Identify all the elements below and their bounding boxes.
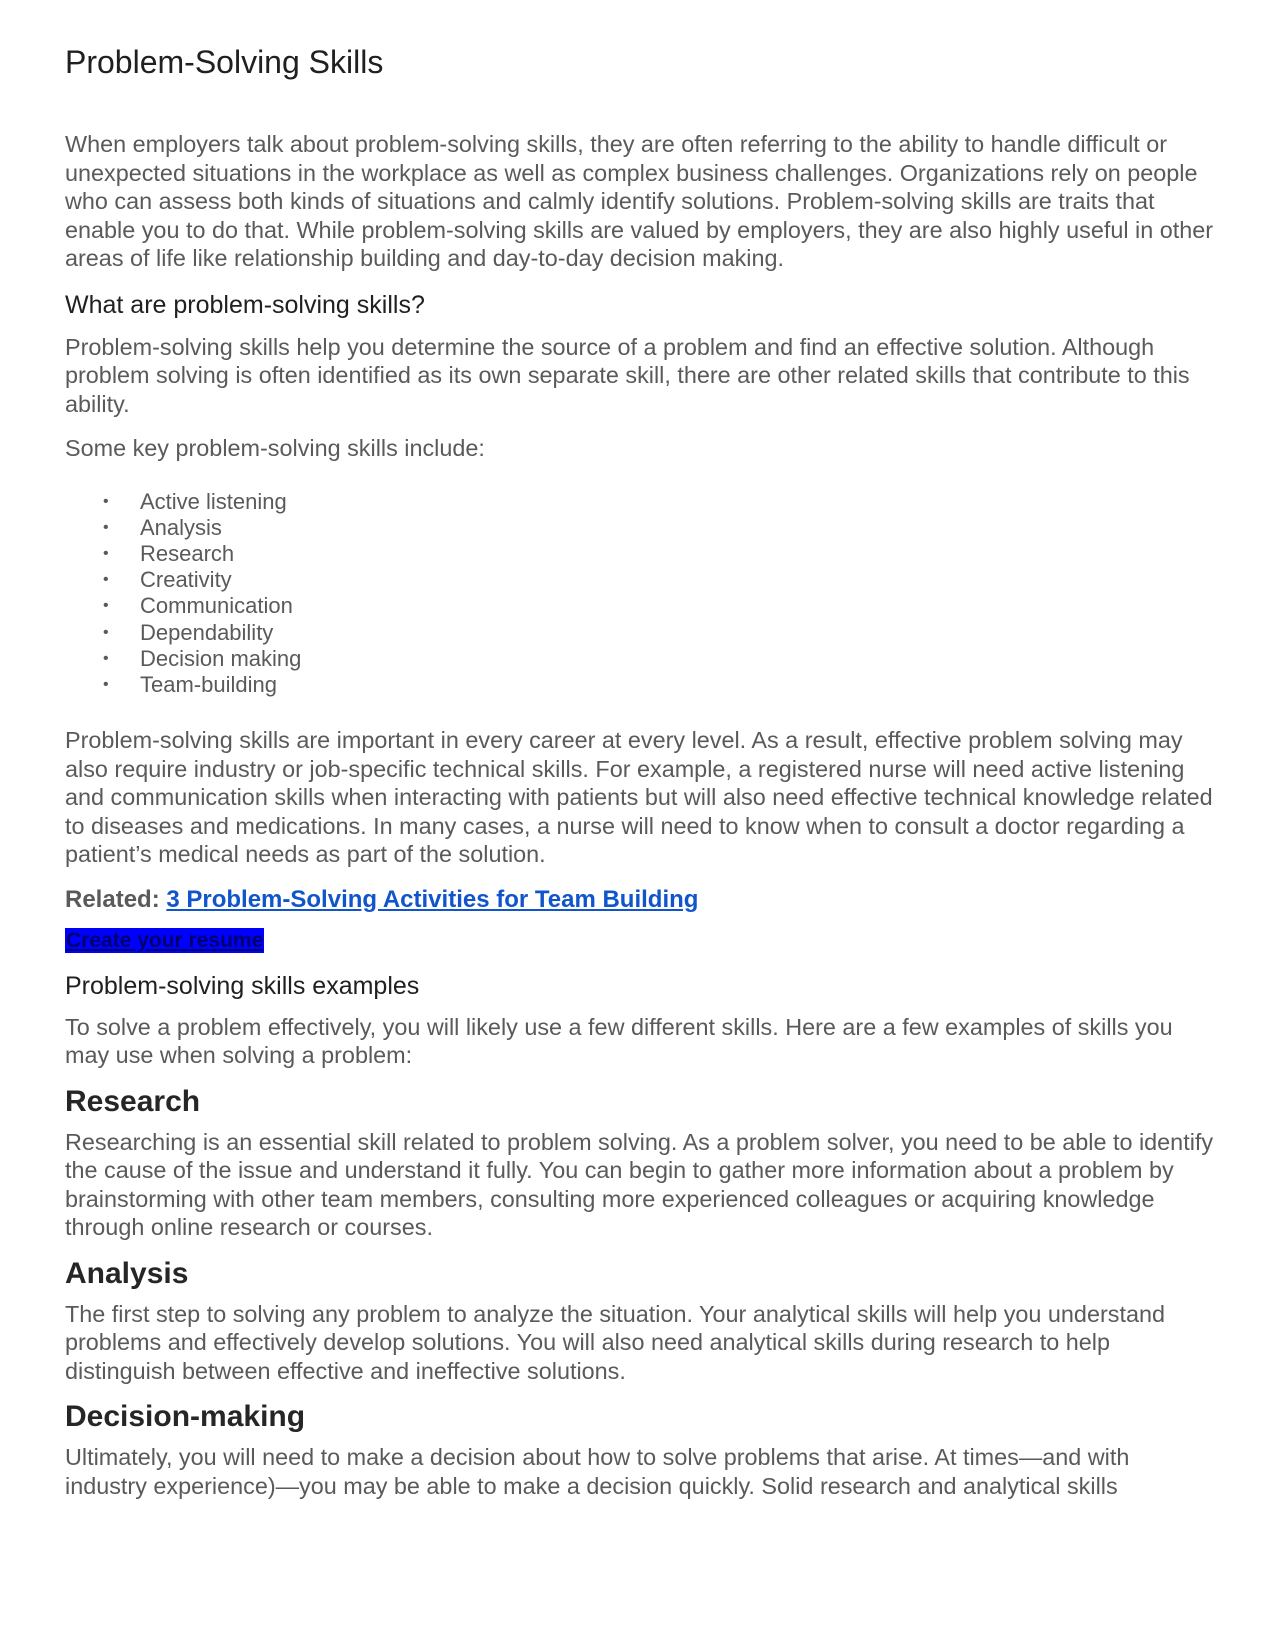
related-label: Related: — [65, 885, 160, 913]
cta-row — [65, 928, 1215, 953]
list-item-label: Dependability — [140, 619, 274, 645]
list-item-label: Team-building — [140, 671, 277, 697]
list-item — [65, 489, 1215, 515]
section-heading-analysis: Analysis — [65, 1256, 189, 1290]
page-title: Problem-Solving Skills — [65, 44, 384, 80]
list-item — [65, 672, 1215, 698]
list-item-label: Active listening — [140, 488, 287, 514]
list-item — [65, 620, 1215, 646]
what-are-heading: What are problem-solving skills? — [65, 290, 425, 319]
bullet-icon: • — [103, 597, 109, 615]
list-item-label: Analysis — [140, 514, 222, 540]
intro-paragraph: When employers talk about problem-solving skills, they are often referring to the ability to handle difficult or unexpected situations in the workplace as well as complex business challenges. Organizations rely on people who can assess both kinds of situations and calmly identify solutions. Problem-solving skills are traits that enable you to do that. While problem-solving skills are valued by employers, they are also highly useful in other areas of life like relationship building and day-to-day decision making. — [65, 131, 1214, 271]
list-item — [65, 515, 1215, 541]
section-text-analysis: The first step to solving any problem to analyze the situation. Your analytical skills will help you understand problems and effectively develop solutions. You will also need analytical skills during research to help distinguish between effective and ineffective solutions. — [65, 1300, 1165, 1384]
list-item — [65, 541, 1215, 567]
list-item — [65, 646, 1215, 672]
create-resume-button[interactable]: Create your resume — [66, 928, 264, 952]
what-are-paragraph: Problem-solving skills help you determine the source of a problem and find an effective solution. Although problem solving is often identified as its own separate skill, there are other related skills that contribute to this ability. — [65, 333, 1190, 417]
examples-heading: Problem-solving skills examples — [65, 971, 420, 1000]
bullet-icon: • — [103, 623, 109, 641]
bullet-icon: • — [103, 649, 109, 667]
related-article-link[interactable]: 3 Problem-Solving Activities for Team Building — [166, 885, 699, 913]
bullet-icon: • — [103, 544, 109, 562]
bullet-icon: • — [103, 675, 109, 693]
list-item-label: Communication — [140, 593, 293, 619]
key-skills-intro: Some key problem-solving skills include: — [65, 435, 485, 461]
section-heading-decision-making: Decision-making — [65, 1400, 306, 1434]
examples-paragraph: To solve a problem effectively, you will likely use a few different skills. Here are a few examples of skills you may use when solving a problem: — [65, 1013, 1173, 1069]
bullet-icon: • — [103, 571, 109, 589]
section-text-decision-making: Ultimately, you will need to make a decision about how to solve problems that arise. At times—and with industry experience)—you may be able to make a decision quickly. Solid research and analytical skills — [65, 1444, 1130, 1499]
list-item-label: Decision making — [140, 645, 302, 671]
importance-paragraph: Problem-solving skills are important in every career at every level. As a result, effective problem solving may also require industry or job-specific technical skills. For example, a registered nurse will need active listening and communication skills when interacting with patients but will also need effective technical knowledge related to diseases and medications. In many cases, a nurse will need to know when to consult a doctor regarding a patient’s medical needs as part of the solution. — [65, 727, 1213, 868]
section-text-research: Researching is an essential skill related to problem solving. As a problem solver, you need to be able to identify the cause of the issue and understand it fully. You can begin to gather more information about a problem by brainstorming with other team members, consulting more experienced colleagues or acquiring knowledge through online research or courses. — [65, 1128, 1214, 1241]
document-page — [65, 42, 1215, 1500]
list-item — [65, 567, 1215, 593]
list-item-label: Research — [140, 540, 235, 566]
section-heading-research: Research — [65, 1084, 201, 1118]
bullet-icon: • — [103, 518, 109, 536]
list-item-label: Creativity — [140, 567, 232, 593]
related-line — [65, 885, 1215, 915]
skills-list — [65, 489, 1215, 699]
bullet-icon: • — [103, 492, 109, 510]
list-item — [65, 593, 1215, 619]
